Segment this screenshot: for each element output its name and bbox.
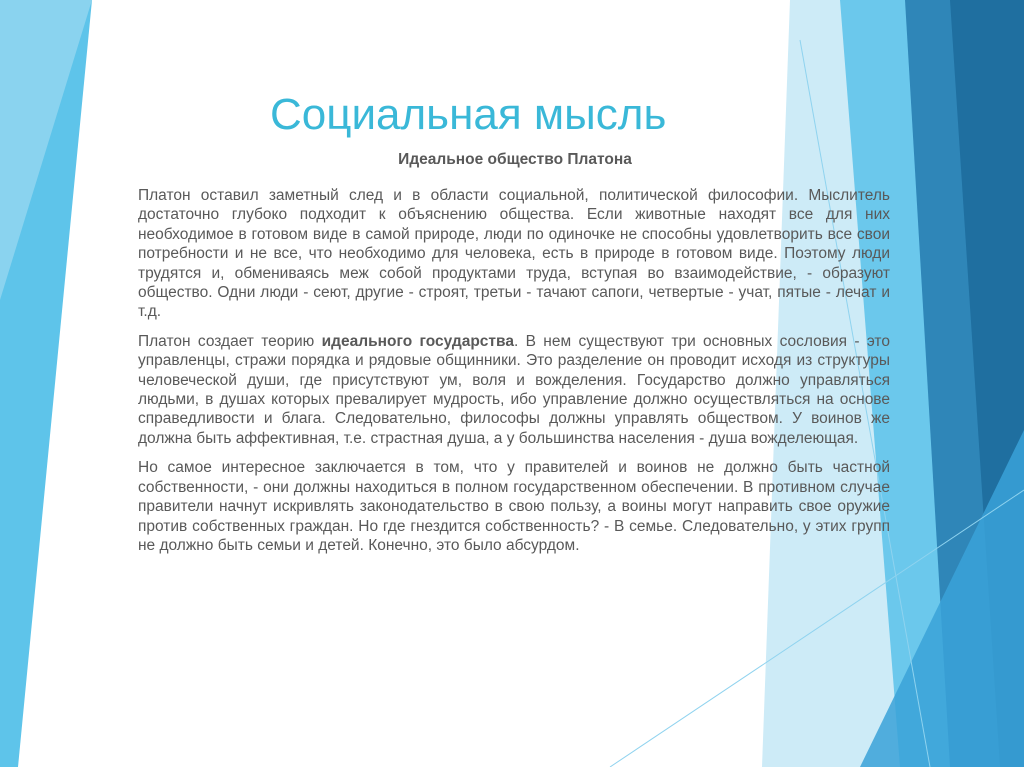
paragraph-2 [138, 332, 890, 448]
paragraph-3: Но самое интересное заключается в том, что у правителей и воинов не должно быть частной собственности, - они должны находиться в полном государственном обеспечении. В противном случае правители начнут искривлять законодательство в свою пользу, а воины могут направить свое оружие против собственных граждан. Но где гнездится собственность? - В семье. Следовательно, у этих групп не должно быть семьи и детей. Конечно, это было абсурдом. [138, 459, 890, 554]
paragraph-1: Платон оставил заметный след и в области социальной, политической философии. Мыслитель достаточно глубоко подходит к объяснению общества. Если животные находят все для них необходимое в готовом виде в самой природе, люди по одиночке не способны удовлетворить все свои потребности и не все, что необходимо для человека, есть в природе в готовом виде. Поэтому люди трудятся и, обмениваясь меж собой продуктами труда, вступая во взаимодействие, - образуют общество. Одни люди - сеют, другие - строят, третьи - тачают сапоги, четвертые - учат, пятые - лечат и т.д. [138, 187, 890, 321]
paragraph-2-emphasis: идеального государства [321, 332, 514, 350]
slide-body [138, 186, 890, 565]
paragraph-2-end: . В нем существуют три основных сословия - это управленцы, стражи порядка и рядовые общинники. Это разделение он проводит исходя из структуры человеческой души, где присутствуют ум, воля и вожделения. Государство должно управляться людьми, в душах которых превалирует мудрость, ибо управление должно осуществляться на основе справедливости и блага. Следовательно, философы должны управлять обществом. У воинов же должна быть аффективная, т.е. страстная душа, а у большинства населения - душа вожделеющая. [138, 332, 890, 447]
paragraph-2-start: Платон создает теорию [138, 332, 322, 350]
slide-subtitle: Идеальное общество Платона [398, 151, 632, 168]
slide-title: Социальная мысль [270, 90, 667, 139]
